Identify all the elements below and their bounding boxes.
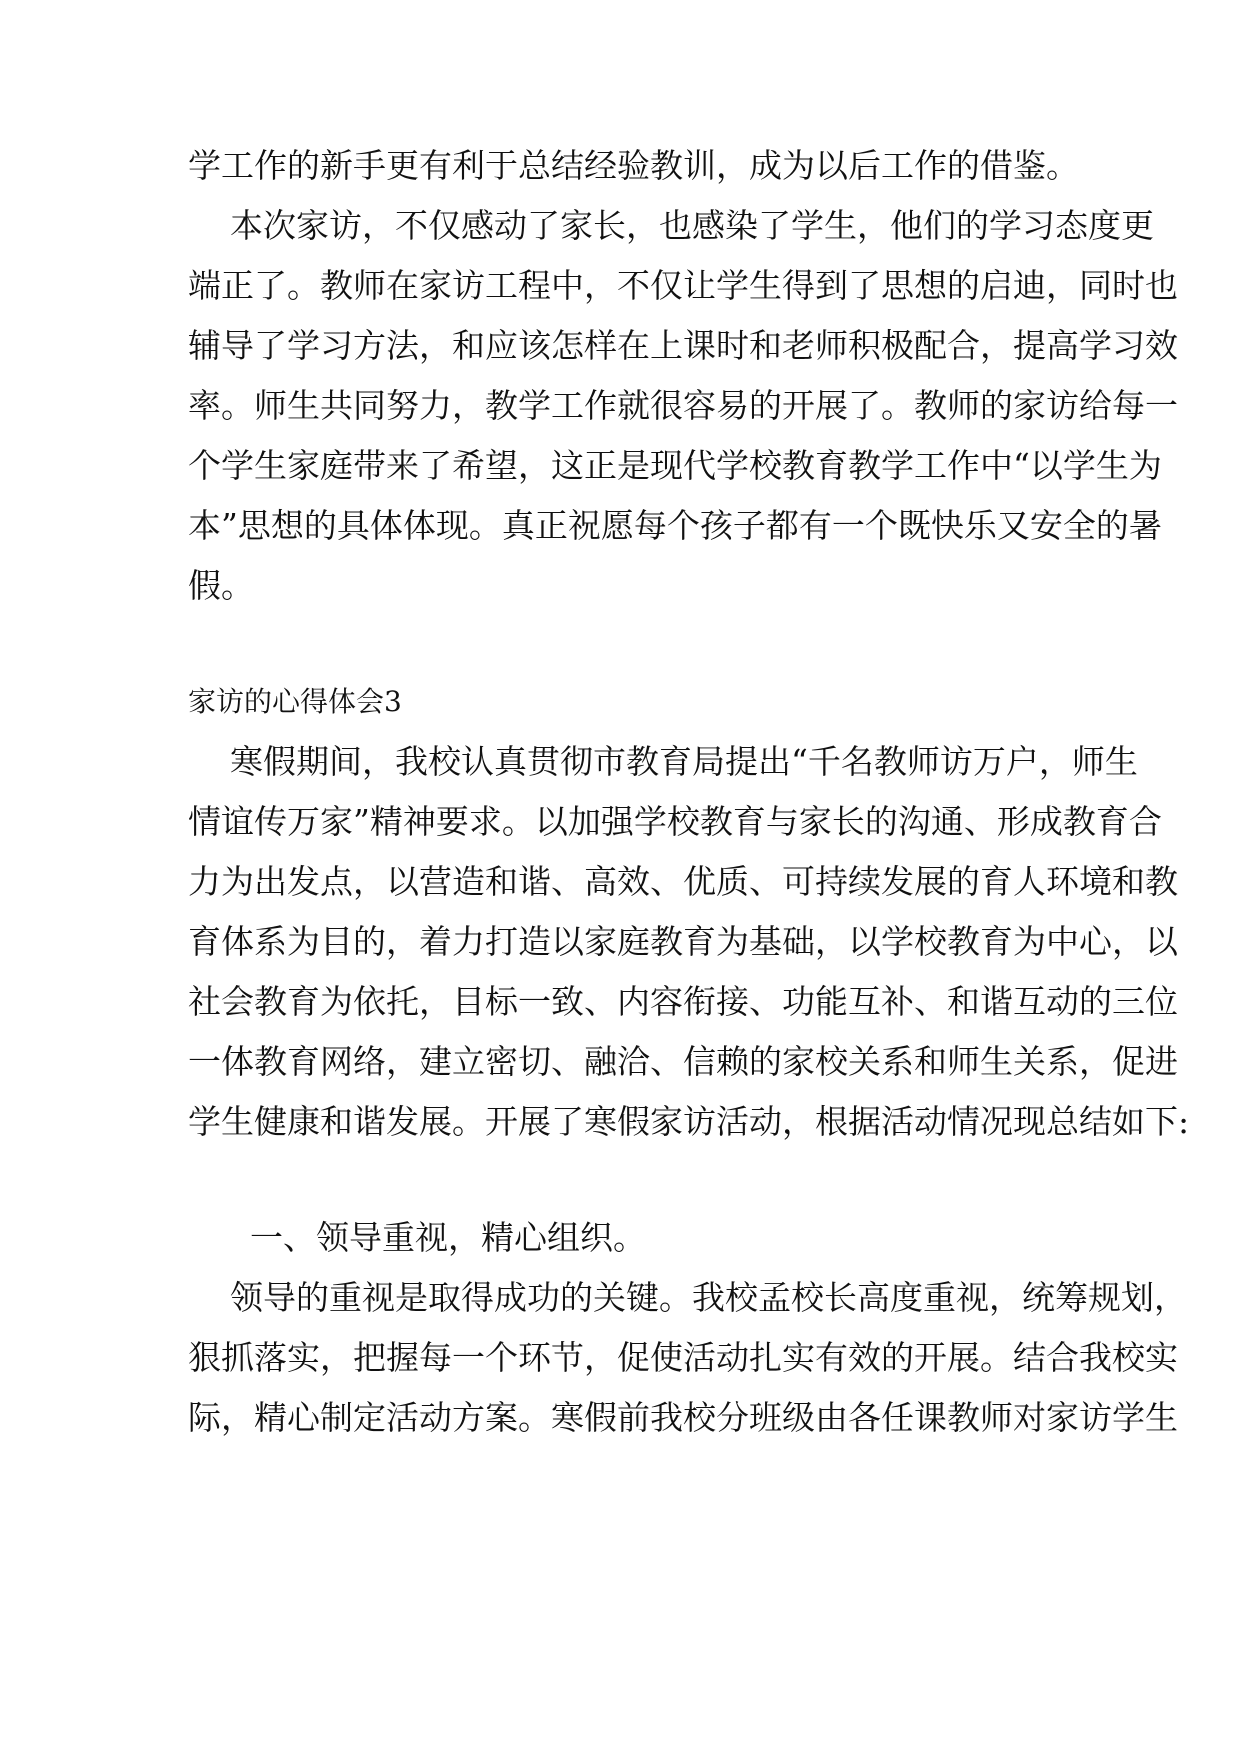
subsection-heading: 一、领导重视，精心组织。 [250, 1218, 646, 1257]
paragraph-line: 领导的重视是取得成功的关键。我校孟校长高度重视，统筹规划， [230, 1278, 1187, 1317]
section-heading: 家访的心得体会3 [188, 685, 402, 718]
paragraph-line: 假。 [188, 566, 254, 605]
paragraph-line: 情谊传万家”精神要求。以加强学校教育与家长的沟通、形成教育合 [188, 802, 1162, 841]
paragraph-line: 寒假期间，我校认真贯彻市教育局提出“千名教师访万户，师生 [230, 742, 1138, 781]
paragraph-line: 际，精心制定活动方案。寒假前我校分班级由各任课教师对家访学生 [188, 1398, 1178, 1437]
paragraph-line: 本”思想的具体体现。真正祝愿每个孩子都有一个既快乐又安全的暑 [188, 506, 1162, 545]
paragraph-line: 育体系为目的，着力打造以家庭教育为基础，以学校教育为中心，以 [188, 922, 1178, 961]
paragraph-line: 端正了。教师在家访工程中，不仅让学生得到了思想的启迪，同时也 [188, 266, 1178, 305]
paragraph-line: 辅导了学习方法，和应该怎样在上课时和老师积极配合，提高学习效 [188, 326, 1178, 365]
paragraph-line: 率。师生共同努力，教学工作就很容易的开展了。教师的家访给每一 [188, 386, 1178, 425]
paragraph-line: 一体教育网络，建立密切、融洽、信赖的家校关系和师生关系，促进 [188, 1042, 1178, 1081]
paragraph-line: 个学生家庭带来了希望，这正是现代学校教育教学工作中“以学生为 [188, 446, 1162, 485]
paragraph-line: 学生健康和谐发展。开展了寒假家访活动，根据活动情况现总结如下: [188, 1102, 1190, 1141]
paragraph-line: 社会教育为依托，目标一致、内容衔接、功能互补、和谐互动的三位 [188, 982, 1178, 1021]
paragraph-line: 力为出发点，以营造和谐、高效、优质、可持续发展的育人环境和教 [188, 862, 1178, 901]
paragraph-line: 本次家访，不仅感动了家长，也感染了学生，他们的学习态度更 [230, 206, 1154, 245]
paragraph-line: 学工作的新手更有利于总结经验教训，成为以后工作的借鉴。 [188, 146, 1079, 185]
paragraph-line: 狠抓落实，把握每一个环节，促使活动扎实有效的开展。结合我校实 [188, 1338, 1178, 1377]
